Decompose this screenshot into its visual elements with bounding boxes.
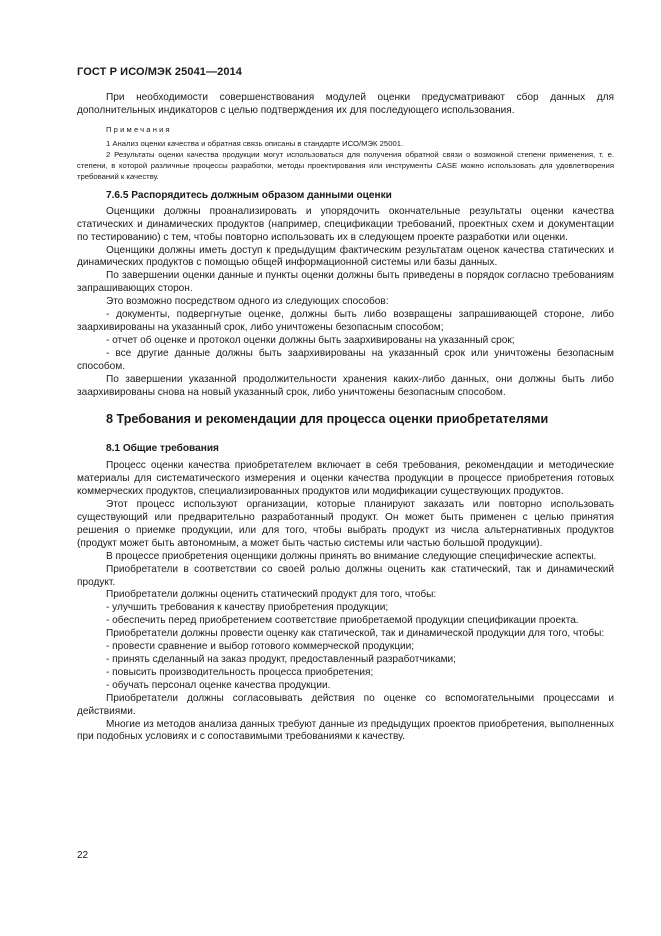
list-item: - улучшить требования к качеству приобретения продукции; xyxy=(106,602,389,614)
list-item: - документы, подвергнутые оценке, должны быть либо возвращены запрашивающей стороне, либо заархивированы на указанный срок, либо уничтожены безопасным способом; xyxy=(77,309,614,333)
note-1: 1 Анализ оценки качества и обратная связь описаны в стандарте ИСО/МЭК 25001. xyxy=(106,138,404,148)
page-body xyxy=(77,92,614,744)
paragraph: Оценщики должны иметь доступ к предыдущим фактическим результатам оценок качества статических и динамических продуктов с помощью общей информационной системы или базы данных. xyxy=(77,244,614,269)
intro-paragraph: При необходимости совершенствования модулей оценки предусматривают сбор данных для дополнительных индикаторов с целью подтверждения их для последующего использования. xyxy=(77,92,614,116)
paragraph: Процесс оценки качества приобретателем включает в себя требования, рекомендации и методические материалы для систематического измерения и оценки качества продукции в процессе приобретения готовых коммерческих продуктов, специализированных продуктов или модификации существующих продуктов. xyxy=(77,460,614,498)
list-item: - обеспечить перед приобретением соответствие приобретаемой продукции спецификации проекта. xyxy=(106,615,579,627)
document-header: ГОСТ Р ИСО/МЭК 25041—2014 xyxy=(77,66,242,78)
section-7-6-5-heading: 7.6.5 Распорядитесь должным образом данными оценки xyxy=(106,189,392,201)
list-item: - повысить производительность процесса приобретения; xyxy=(106,666,374,678)
section-8-1-heading: 8.1 Общие требования xyxy=(106,443,219,455)
paragraph: Многие из методов анализа данных требуют данные из предыдущих проектов приобретения, выполненных при подобных условиях и с сопоставимыми требованиями к качеству. xyxy=(77,718,614,743)
paragraph: Оценщики должны проанализировать и упорядочить окончательные результаты оценки качества статических и динамических продуктов (например, спецификации требований, проектных схем и документации по тестированию) с тем, чтобы повторно использовать их в следующем проекте разработки или оценки. xyxy=(77,205,614,243)
paragraph: По завершении указанной продолжительности хранения каких-либо данных, они должны быть либо заархивированы снова на новый указанный срок, либо уничтожены безопасным способом. xyxy=(77,373,614,398)
notes-title: Примечания xyxy=(106,124,172,134)
paragraph: По завершении оценки данные и пункты оценки должны быть приведены в порядок согласно требованиям запрашивающих сторон. xyxy=(77,270,614,295)
paragraph: Приобретатели должны оценить статический продукт для того, чтобы: xyxy=(106,589,437,601)
paragraph: Приобретатели должны согласовывать действия по оценке со вспомогательными процессами и действиями. xyxy=(77,692,614,717)
list-item: - отчет об оценке и протокол оценки должны быть заархивированы на указанный срок; xyxy=(106,334,515,346)
paragraph: Это возможно посредством одного из следующих способов: xyxy=(106,296,389,308)
section-8-title: 8 Требования и рекомендации для процесса оценки приобретателями xyxy=(106,412,549,427)
list-item: - принять сделанный на заказ продукт, предоставленный разработчиками; xyxy=(106,654,456,665)
paragraph: Приобретатели в соответствии со своей ролью должны оценить как статический, так и динамический продукт. xyxy=(77,563,614,588)
list-item: - все другие данные должны быть заархивированы на указанный срок или уничтожены безопасным способом. xyxy=(77,347,614,372)
page-number: 22 xyxy=(77,850,89,861)
paragraph: В процессе приобретения оценщики должны принять во внимание следующие специфические аспекты. xyxy=(106,550,597,562)
note-2: 2 Результаты оценки качества продукции могут использоваться для получения обратной связи о возможной степени применения, т. е. степени, в которой различные процессы разработки, методы проектирования или инструменты CASE можно использовать для удовлетворения требований к качеству. xyxy=(77,149,614,181)
paragraph: Этот процесс используют организации, которые планируют заказать или повторно использовать существующий или предварительно разработанный продукт. Он может быть применен с целью принятия решения о приемке продукции, или для того, чтобы выбрать продукт из числа альтернативных продуктов (продукт может быть автономным, а может быть частью системы или частью большой продукции). xyxy=(77,499,614,549)
list-item: - обучать персонал оценке качества продукции. xyxy=(106,679,331,691)
notes-block xyxy=(77,124,614,182)
list-item: - провести сравнение и выбор готового коммерческой продукции; xyxy=(106,641,415,653)
paragraph: Приобретатели должны провести оценку как статической, так и динамической продукции для того, чтобы: xyxy=(106,628,605,640)
